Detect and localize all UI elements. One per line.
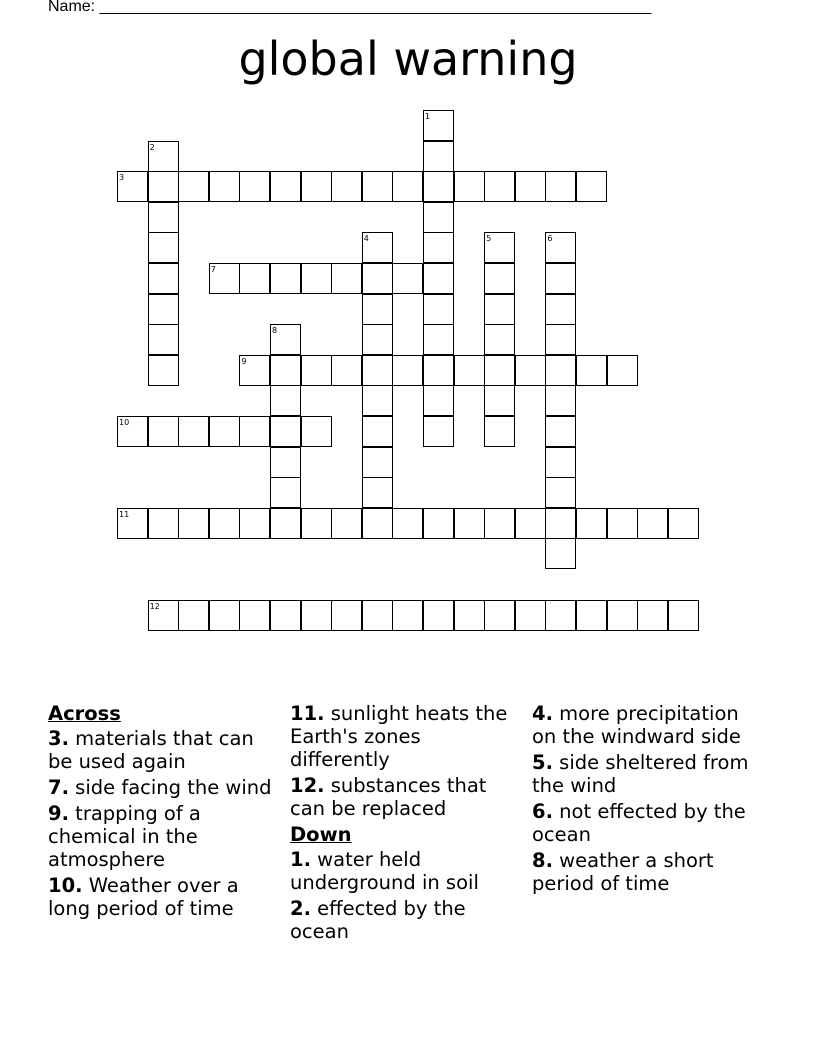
clues-column-1 (48, 702, 273, 923)
name-field[interactable]: Name: ______________________________________________________________ (48, 0, 652, 15)
grid-cell[interactable] (270, 447, 301, 478)
grid-cell[interactable] (515, 508, 546, 539)
grid-cell[interactable] (545, 508, 576, 539)
clue-across-10: 10. Weather over a long period of time (48, 874, 239, 920)
grid-cell[interactable] (637, 508, 668, 539)
clue-across-3: 3. materials that can be used again (48, 727, 254, 773)
grid-cell[interactable] (454, 600, 485, 631)
grid-cell[interactable] (362, 600, 393, 631)
grid-cell[interactable] (270, 355, 301, 386)
grid-cell[interactable] (331, 355, 362, 386)
grid-cell[interactable] (423, 324, 454, 355)
grid-cell[interactable] (484, 294, 515, 325)
cell-number: 6 (547, 234, 553, 244)
grid-cell[interactable] (148, 355, 179, 386)
grid-cell[interactable] (301, 600, 332, 631)
grid-cell[interactable] (484, 232, 515, 263)
grid-cell[interactable] (362, 385, 393, 416)
grid-cell[interactable] (148, 294, 179, 325)
grid-cell[interactable] (484, 355, 515, 386)
grid-cell[interactable] (484, 600, 515, 631)
grid-cell[interactable] (454, 171, 485, 202)
grid-cell[interactable] (545, 416, 576, 447)
grid-cell[interactable] (362, 447, 393, 478)
cell-number: 8 (272, 326, 278, 336)
grid-cell[interactable] (117, 171, 148, 202)
clue-across-7: 7. side facing the wind (48, 776, 272, 799)
grid-cell[interactable] (545, 447, 576, 478)
grid-cell[interactable] (484, 416, 515, 447)
grid-cell[interactable] (545, 477, 576, 508)
grid-cell[interactable] (423, 141, 454, 172)
grid-cell[interactable] (607, 355, 638, 386)
grid-cell[interactable] (178, 171, 209, 202)
cell-number: 10 (119, 418, 130, 427)
grid-cell[interactable] (423, 202, 454, 233)
grid-cell[interactable] (362, 294, 393, 325)
cell-number: 11 (119, 509, 130, 519)
grid-cell[interactable] (178, 416, 209, 447)
grid-cell[interactable] (362, 355, 393, 386)
grid-cell[interactable] (117, 508, 148, 539)
clue-across-12: 12. substances that can be replaced (290, 774, 487, 820)
grid-cell[interactable] (270, 600, 301, 631)
clue-across-11: 11. sunlight heats the Earth's zones differently (290, 702, 508, 771)
grid-cell[interactable] (576, 355, 607, 386)
grid-cell[interactable] (362, 324, 393, 355)
cell-number: 3 (119, 173, 125, 183)
grid-cell[interactable] (331, 600, 362, 631)
clue-across-9: 9. trapping of a chemical in the atmosphere (48, 802, 201, 871)
grid-cell[interactable] (484, 263, 515, 294)
grid-cell[interactable] (423, 171, 454, 202)
grid-cell[interactable] (301, 508, 332, 539)
grid-cell[interactable] (148, 141, 179, 172)
grid-cell[interactable] (423, 294, 454, 325)
cell-number: 5 (486, 234, 492, 244)
grid-cell[interactable] (239, 171, 270, 202)
grid-cell[interactable] (454, 355, 485, 386)
grid-cell[interactable] (545, 232, 576, 263)
puzzle-title: global warning (238, 32, 578, 86)
grid-cell[interactable] (362, 171, 393, 202)
grid-cell[interactable] (484, 508, 515, 539)
grid-cell[interactable] (576, 171, 607, 202)
grid-cell[interactable] (117, 416, 148, 447)
cell-number: 4 (363, 234, 369, 244)
grid-cell[interactable] (148, 416, 179, 447)
grid-cell[interactable] (668, 508, 699, 539)
clue-down-6: 6. not effected by the ocean (532, 800, 746, 846)
grid-cell[interactable] (637, 600, 668, 631)
down-heading: Down (290, 823, 352, 846)
grid-cell[interactable] (239, 508, 270, 539)
grid-cell[interactable] (392, 600, 423, 631)
grid-cell[interactable] (423, 263, 454, 294)
grid-cell[interactable] (484, 171, 515, 202)
grid-cell[interactable] (331, 263, 362, 294)
grid-cell[interactable] (545, 385, 576, 416)
grid-cell[interactable] (545, 263, 576, 294)
clue-down-5: 5. side sheltered from the wind (532, 751, 749, 797)
grid-cell[interactable] (423, 600, 454, 631)
grid-cell[interactable] (362, 232, 393, 263)
grid-cell[interactable] (148, 600, 179, 631)
grid-cell[interactable] (270, 324, 301, 355)
grid-cell[interactable] (301, 355, 332, 386)
clue-down-1: 1. water held underground in soil (290, 848, 479, 894)
grid-cell[interactable] (392, 263, 423, 294)
clue-down-8: 8. weather a short period of time (532, 849, 714, 895)
grid-cell[interactable] (576, 600, 607, 631)
grid-cell[interactable] (668, 600, 699, 631)
grid-cell[interactable] (270, 263, 301, 294)
cell-number: 2 (149, 142, 155, 152)
clue-down-2: 2. effected by the ocean (290, 897, 466, 943)
grid-cell[interactable] (484, 385, 515, 416)
grid-cell[interactable] (178, 508, 209, 539)
grid-cell[interactable] (362, 263, 393, 294)
grid-cell[interactable] (515, 600, 546, 631)
grid-cell[interactable] (362, 416, 393, 447)
grid-cell[interactable] (148, 171, 179, 202)
grid-cell[interactable] (239, 263, 270, 294)
grid-cell[interactable] (239, 355, 270, 386)
grid-cell[interactable] (607, 600, 638, 631)
grid-cell[interactable] (607, 508, 638, 539)
grid-cell[interactable] (270, 171, 301, 202)
grid-cell[interactable] (515, 355, 546, 386)
grid-cell[interactable] (301, 171, 332, 202)
grid-cell[interactable] (545, 600, 576, 631)
grid-cell[interactable] (392, 171, 423, 202)
grid-cell[interactable] (270, 385, 301, 416)
cell-number: 1 (425, 112, 431, 121)
grid-cell[interactable] (423, 385, 454, 416)
clues-column-2 (290, 702, 515, 946)
clues-column-3 (532, 702, 762, 898)
cell-number: 7 (210, 265, 216, 274)
grid-cell[interactable] (270, 416, 301, 447)
grid-cell[interactable] (392, 355, 423, 386)
grid-cell[interactable] (148, 324, 179, 355)
grid-cell[interactable] (331, 171, 362, 202)
grid-cell[interactable] (301, 416, 332, 447)
grid-cell[interactable] (209, 263, 240, 294)
grid-cell[interactable] (209, 171, 240, 202)
grid-cell[interactable] (423, 232, 454, 263)
grid-cell[interactable] (239, 600, 270, 631)
grid-cell[interactable] (545, 294, 576, 325)
grid-cell[interactable] (331, 508, 362, 539)
grid-cell[interactable] (148, 508, 179, 539)
grid-cell[interactable] (148, 202, 179, 233)
grid-cell[interactable] (423, 110, 454, 141)
grid-cell[interactable] (423, 416, 454, 447)
grid-cell[interactable] (270, 508, 301, 539)
grid-cell[interactable] (484, 324, 515, 355)
grid-cell[interactable] (362, 508, 393, 539)
grid-cell[interactable] (423, 508, 454, 539)
grid-cell[interactable] (545, 355, 576, 386)
grid-cell[interactable] (545, 324, 576, 355)
grid-cell[interactable] (362, 477, 393, 508)
grid-cell[interactable] (209, 416, 240, 447)
across-heading: Across (48, 702, 121, 725)
cell-number: 12 (149, 601, 160, 611)
grid-cell[interactable] (515, 171, 546, 202)
grid-cell[interactable] (209, 600, 240, 631)
grid-cell[interactable] (239, 416, 270, 447)
grid-cell[interactable] (178, 600, 209, 631)
grid-cell[interactable] (545, 171, 576, 202)
clue-down-4: 4. more precipitation on the windward side (532, 702, 741, 748)
grid-cell[interactable] (392, 508, 423, 539)
grid-cell[interactable] (454, 508, 485, 539)
grid-cell[interactable] (148, 263, 179, 294)
grid-cell[interactable] (576, 508, 607, 539)
grid-cell[interactable] (209, 508, 240, 539)
grid-cell[interactable] (545, 538, 576, 569)
cell-number: 9 (241, 356, 247, 366)
grid-cell[interactable] (148, 232, 179, 263)
grid-cell[interactable] (423, 355, 454, 386)
grid-cell[interactable] (270, 477, 301, 508)
grid-cell[interactable] (301, 263, 332, 294)
